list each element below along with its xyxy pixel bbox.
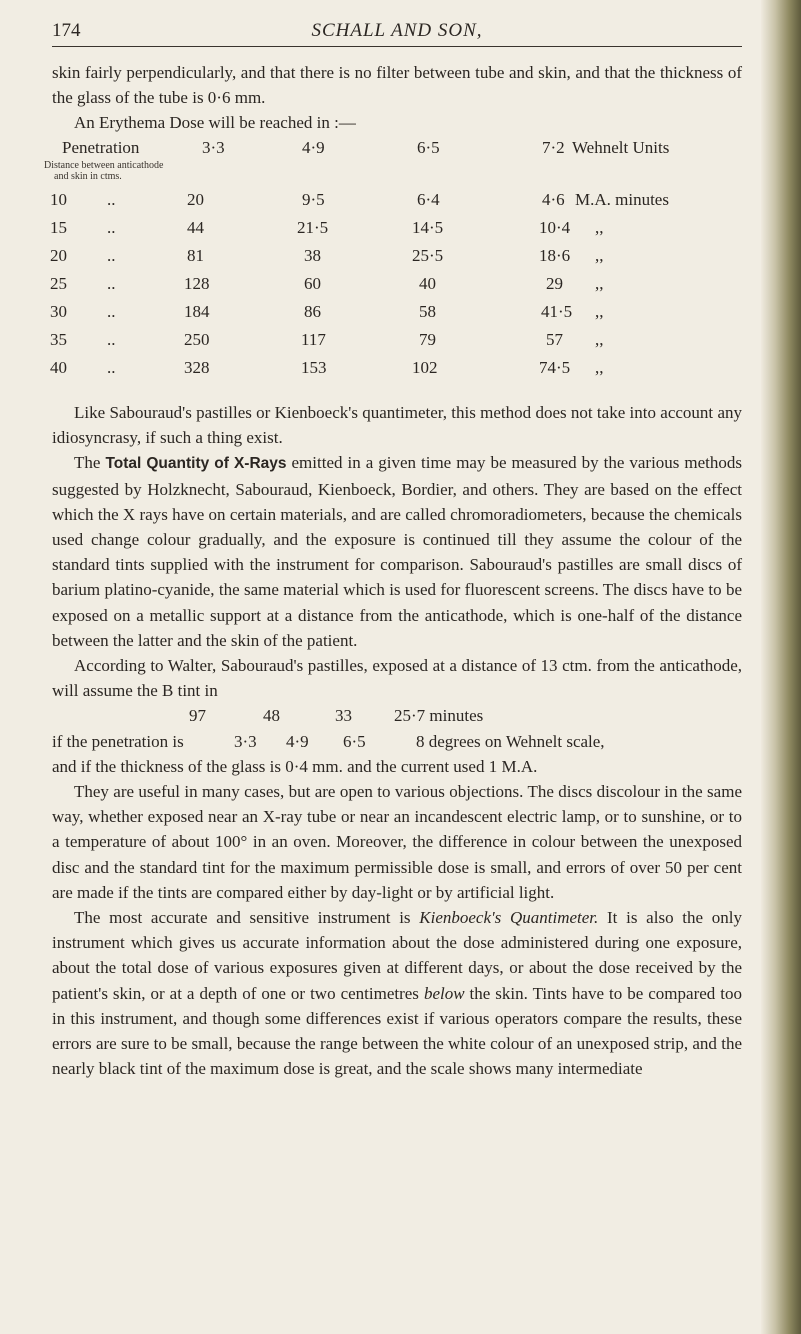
value-cell: 40 — [419, 274, 436, 293]
value-cell: 79 — [419, 330, 436, 349]
body-text — [52, 400, 742, 1081]
leader-dots: .. — [107, 302, 116, 321]
penetration-label: Penetration — [62, 138, 140, 157]
value-cell: 184 — [184, 302, 210, 321]
value-cell: 58 — [419, 302, 436, 321]
value-cell: 25·5 — [412, 246, 444, 265]
value-cell: 57 — [546, 330, 563, 349]
leader-dots: .. — [107, 246, 116, 265]
value-cell: 60 — [304, 274, 321, 293]
page-header — [52, 20, 742, 52]
leader-dots: .. — [107, 218, 116, 237]
distance-cell: 20 — [50, 246, 67, 265]
value-cell: 81 — [187, 246, 204, 265]
total-quantity-heading: Total Quantity of X-Rays — [105, 455, 287, 473]
distance-cell: 30 — [50, 302, 67, 321]
tint-value: 97 — [189, 706, 206, 726]
value-cell: 9·5 — [302, 190, 325, 209]
value-cell: 44 — [187, 218, 204, 237]
paragraph-quantimeter — [52, 905, 742, 1081]
penetration-value: 6·5 — [417, 138, 440, 157]
tint-value: 33 — [335, 706, 352, 726]
penetration-values-row — [52, 729, 742, 754]
distance-label-line2: and skin in ctms. — [54, 171, 122, 182]
quantimeter-text: It is also the only instrument which gives us accurate information about the dose administered during one exposure, about the total dose of various exposures given at different days, or about the dose received by the patient's skin, or at a depth of one or two centimetres — [52, 908, 743, 1003]
penetration-prefix: if the penetration is — [52, 731, 184, 751]
paragraph-idiosyncrasy: Like Sabouraud's pastilles or Kienboeck's quantimeter, this method does not take into account any idiosyncrasy, if such a thing exist. — [52, 403, 742, 448]
penetration-value: 4·9 — [302, 138, 325, 157]
value-cell: 74·5 — [539, 358, 571, 377]
leader-dots: .. — [107, 330, 116, 349]
penetration-value: 7·2 — [542, 138, 565, 157]
distance-cell: 25 — [50, 274, 67, 293]
value-cell: 41·5 — [541, 302, 573, 321]
paragraph-continuation: skin fairly perpendicularly, and that there is no filter between tube and skin, and that the thickness of the glass of the tube is 0·6 mm. — [52, 63, 742, 108]
value-cell: 10·4 — [539, 218, 571, 237]
ditto-mark: ,, — [595, 358, 604, 377]
value-cell: 250 — [184, 330, 210, 349]
quantimeter-lead: The most accurate and sensitive instrument is — [74, 908, 411, 928]
paragraph-objections: They are useful in many cases, but are open to various objections. The discs discolour in the same way, whether exposed near an X-ray tube or near an incandescent electric lamp, or to sunshine, or to a temperature of about 100° in an oven. Moreover, the difference in colour between the unexposed disc and the standard tint for the maximum permissible dose is small, and errors of over 50 per cent are made if the tints are compared either by day-light or by artificial light. — [52, 782, 742, 902]
paragraph-erythema: An Erythema Dose will be reached in :— — [74, 113, 356, 133]
ditto-mark: ,, — [595, 274, 604, 293]
value-cell: 153 — [301, 358, 327, 377]
running-title: SCHALL AND SON, — [311, 20, 483, 41]
units-label: Wehnelt Units — [572, 138, 670, 157]
value-cell: 29 — [546, 274, 563, 293]
value-cell: 128 — [184, 274, 210, 293]
penetration-last: 8 degrees on Wehnelt scale, — [416, 731, 605, 751]
leader-dots: .. — [107, 274, 116, 293]
distance-cell: 15 — [50, 218, 67, 237]
minutes-unit: M.A. minutes — [575, 190, 669, 209]
penetration-value: 6·5 — [343, 731, 366, 751]
ditto-mark: ,, — [595, 246, 604, 265]
value-cell: 18·6 — [539, 246, 571, 265]
paragraph-walter-end: and if the thickness of the glass is 0·4 mm. and the current used 1 M.A. — [52, 756, 538, 776]
ditto-mark: ,, — [595, 218, 604, 237]
tint-values-row — [52, 703, 742, 728]
quantimeter-text-end: the skin. Tints have to be compared too in this instrument, and though some differences exist if various operators compare the results, these errors are sure to be small, because the range between the white colour of an unexposed strip, and the nearly black tint of the maximum dose is great, and the scale shows many intermediate — [52, 983, 743, 1079]
total-quantity-text: emitted in a given time may be measured by the various methods suggested by Holzknecht, Sabouraud, Kienboeck, Bordier, and others. They are based on the effect which the X rays have on certain materials, and are called chromoradiometers, because the chemicals used change colour gradually, and the exposure is continued till they assume the colour of the standard tints supplied with the instrument for comparison. Sabouraud's pastilles are small discs of barium platino-cyanide, the same material which is used for fluorescent screens. The discs have to be exposed on a metallic support at a distance from the anticathode, which is one-half of the distance between the latter and the skin of the patient. — [52, 453, 743, 650]
paragraph-total-quantity — [52, 450, 742, 653]
value-cell: 38 — [304, 246, 321, 265]
paragraph-walter: According to Walter, Sabouraud's pastilles, exposed at a distance of 13 ctm. from the anticathode, will assume the B tint in — [52, 656, 742, 701]
penetration-value: 4·9 — [286, 731, 309, 751]
tint-value: 25·7 minutes — [394, 706, 484, 726]
value-cell: 6·4 — [417, 190, 440, 209]
distance-label: Distance between anticathode — [44, 160, 164, 171]
value-cell: 117 — [301, 330, 326, 349]
value-cell: 86 — [304, 302, 321, 321]
value-cell: 20 — [187, 190, 204, 209]
leader-dots: .. — [107, 358, 116, 377]
ditto-mark: ,, — [595, 330, 604, 349]
value-cell: 328 — [184, 358, 210, 377]
value-cell: 14·5 — [412, 218, 444, 237]
leader-dots: .. — [107, 190, 116, 209]
value-cell: 21·5 — [297, 218, 329, 237]
ditto-mark: ,, — [595, 302, 604, 321]
value-cell: 102 — [412, 358, 438, 377]
below-emphasis: below — [423, 983, 465, 1003]
page-edge-shadow — [761, 0, 801, 1334]
distance-cell: 40 — [50, 358, 67, 377]
intro-text — [52, 60, 742, 136]
value-cell: 4·6 — [542, 190, 565, 209]
total-quantity-lead: The — [74, 453, 101, 473]
header-rule — [52, 46, 742, 47]
page-number: 174 — [52, 20, 81, 41]
penetration-value: 3·3 — [234, 731, 257, 751]
distance-cell: 10 — [50, 190, 67, 209]
tint-value: 48 — [263, 706, 280, 726]
penetration-value: 3·3 — [202, 138, 225, 157]
quantimeter-title: Kienboeck's Quantimeter. — [419, 908, 599, 928]
distance-cell: 35 — [50, 330, 67, 349]
